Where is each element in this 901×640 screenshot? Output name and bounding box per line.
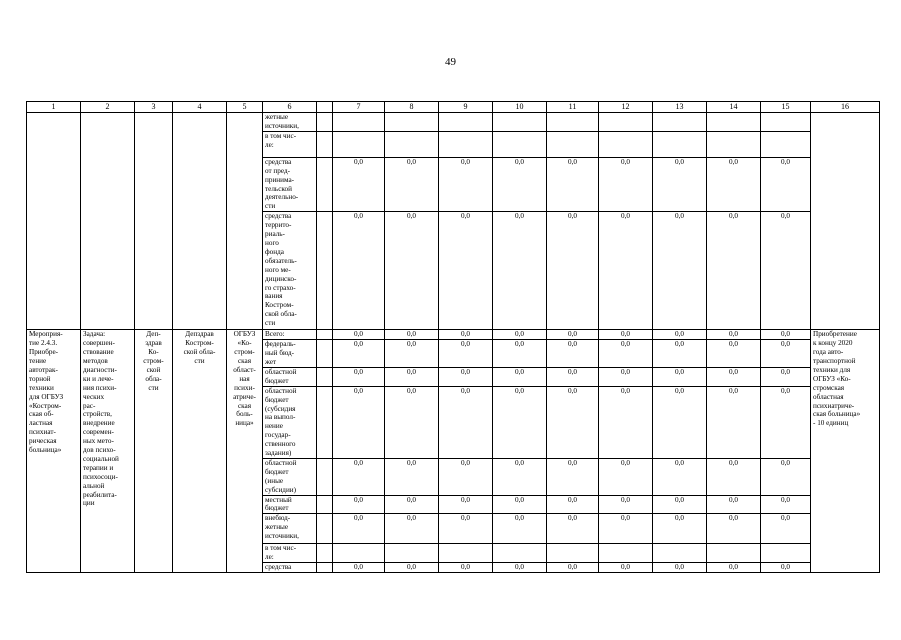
spacer-cell — [317, 340, 333, 368]
value-cell: 0,0 — [653, 367, 707, 386]
value-cell: 0,0 — [761, 495, 811, 514]
empty-cell — [81, 113, 135, 330]
value-cell — [653, 544, 707, 563]
value-cell: 0,0 — [333, 157, 385, 211]
value-cell: 0,0 — [653, 340, 707, 368]
value-cell: 0,0 — [333, 495, 385, 514]
spacer-cell — [317, 113, 333, 132]
page-number: 49 — [445, 56, 456, 68]
value-cell: 0,0 — [599, 495, 653, 514]
spacer-cell — [317, 330, 333, 340]
header-cell: 2 — [81, 102, 135, 113]
header-cell: 10 — [493, 102, 547, 113]
value-cell: 0,0 — [385, 212, 439, 330]
value-cell: 0,0 — [761, 458, 811, 495]
source-label: средства — [263, 563, 317, 573]
source-label: областной бюджет (иные субсидии) — [263, 458, 317, 495]
value-cell — [761, 113, 811, 132]
value-cell: 0,0 — [439, 340, 493, 368]
source-label: жетные источники, — [263, 113, 317, 132]
source-label: Всего: — [263, 330, 317, 340]
header-cell: 1 — [27, 102, 81, 113]
value-cell: 0,0 — [761, 157, 811, 211]
table-row — [27, 330, 880, 340]
value-cell: 0,0 — [599, 157, 653, 211]
value-cell: 0,0 — [707, 340, 761, 368]
header-row — [27, 102, 880, 113]
value-cell: 0,0 — [385, 458, 439, 495]
value-cell: 0,0 — [439, 458, 493, 495]
value-cell: 0,0 — [385, 563, 439, 573]
spacer-cell — [317, 386, 333, 458]
spacer-cell — [317, 514, 333, 544]
value-cell: 0,0 — [333, 514, 385, 544]
value-cell: 0,0 — [385, 340, 439, 368]
value-cell — [439, 113, 493, 132]
value-cell: 0,0 — [547, 386, 599, 458]
spacer-cell — [317, 544, 333, 563]
value-cell: 0,0 — [599, 340, 653, 368]
value-cell: 0,0 — [707, 458, 761, 495]
value-cell — [599, 113, 653, 132]
source-label: областной бюджет — [263, 367, 317, 386]
header-cell: 12 — [599, 102, 653, 113]
value-cell — [493, 131, 547, 157]
value-cell — [385, 544, 439, 563]
value-cell: 0,0 — [439, 495, 493, 514]
value-cell — [439, 544, 493, 563]
value-cell: 0,0 — [707, 495, 761, 514]
value-cell — [547, 113, 599, 132]
executor: Депздрав Костром- ской обла- сти — [173, 330, 227, 573]
value-cell — [385, 113, 439, 132]
header-cell: 7 — [333, 102, 385, 113]
value-cell: 0,0 — [439, 386, 493, 458]
value-cell: 0,0 — [653, 330, 707, 340]
value-cell: 0,0 — [761, 386, 811, 458]
value-cell: 0,0 — [439, 330, 493, 340]
value-cell: 0,0 — [439, 514, 493, 544]
value-cell — [761, 131, 811, 157]
value-cell: 0,0 — [493, 514, 547, 544]
value-cell: 0,0 — [761, 367, 811, 386]
value-cell: 0,0 — [493, 458, 547, 495]
spacer-cell — [317, 131, 333, 157]
value-cell: 0,0 — [493, 563, 547, 573]
value-cell: 0,0 — [599, 367, 653, 386]
value-cell: 0,0 — [547, 367, 599, 386]
value-cell — [333, 544, 385, 563]
source-label: средства от пред- принима- тельской деятельно- сти — [263, 157, 317, 211]
budget-table — [26, 101, 880, 573]
value-cell: 0,0 — [385, 495, 439, 514]
value-cell: 0,0 — [547, 514, 599, 544]
value-cell: 0,0 — [653, 157, 707, 211]
value-cell — [547, 544, 599, 563]
header-cell: 9 — [439, 102, 493, 113]
value-cell: 0,0 — [333, 340, 385, 368]
value-cell — [707, 544, 761, 563]
value-cell: 0,0 — [599, 212, 653, 330]
value-cell: 0,0 — [547, 458, 599, 495]
expected-result: Приобретение к концу 2020 года авто- транспортной техники для ОГБУЗ «Ко- стромская областная психиатриче- ская больница» - 10 единиц — [811, 330, 880, 573]
spacer-cell — [317, 157, 333, 211]
source-label: в том чис- ле: — [263, 131, 317, 157]
value-cell — [385, 131, 439, 157]
source-label: средства террито- риаль- ного фонда обязатель- ного ме- дицинско- го страхо- вания Костром- ской обла- сти — [263, 212, 317, 330]
value-cell: 0,0 — [333, 386, 385, 458]
value-cell: 0,0 — [599, 514, 653, 544]
value-cell: 0,0 — [653, 458, 707, 495]
value-cell — [333, 113, 385, 132]
header-cell: 3 — [135, 102, 173, 113]
spacer-cell — [317, 458, 333, 495]
source-label: внебюд- жетные источники, — [263, 514, 317, 544]
value-cell: 0,0 — [493, 340, 547, 368]
header-cell: 4 — [173, 102, 227, 113]
value-cell: 0,0 — [599, 563, 653, 573]
value-cell — [493, 113, 547, 132]
value-cell: 0,0 — [333, 212, 385, 330]
value-cell: 0,0 — [653, 212, 707, 330]
value-cell — [707, 113, 761, 132]
value-cell: 0,0 — [493, 157, 547, 211]
source-label: федераль- ный бюд- жет — [263, 340, 317, 368]
value-cell: 0,0 — [493, 367, 547, 386]
participant: ОГБУЗ «Ко- стром- ская област- ная психи- атриче- ская боль- ница» — [227, 330, 263, 573]
spacer-cell — [317, 495, 333, 514]
value-cell: 0,0 — [707, 514, 761, 544]
value-cell: 0,0 — [547, 495, 599, 514]
value-cell: 0,0 — [707, 157, 761, 211]
value-cell: 0,0 — [599, 458, 653, 495]
value-cell: 0,0 — [653, 563, 707, 573]
value-cell — [333, 131, 385, 157]
value-cell: 0,0 — [761, 563, 811, 573]
value-cell: 0,0 — [547, 340, 599, 368]
source-label: областной бюджет (субсидия на выпол- нение государ- ственного задания) — [263, 386, 317, 458]
value-cell: 0,0 — [761, 340, 811, 368]
value-cell: 0,0 — [493, 386, 547, 458]
value-cell: 0,0 — [761, 514, 811, 544]
value-cell — [599, 131, 653, 157]
empty-cell — [135, 113, 173, 330]
value-cell: 0,0 — [599, 330, 653, 340]
empty-cell — [811, 113, 880, 330]
header-cell: 15 — [761, 102, 811, 113]
value-cell — [707, 131, 761, 157]
value-cell: 0,0 — [333, 458, 385, 495]
value-cell: 0,0 — [385, 330, 439, 340]
value-cell — [599, 544, 653, 563]
source-label: местный бюджет — [263, 495, 317, 514]
task-description: Задача: совершен- ствование методов диагности- ки и лече- ния психи- ческих рас- стройств, внедрение современ- ных мето- дов психо- социальной терапии и психосоци- альной реабилита- ции — [81, 330, 135, 573]
header-cell: 6 — [263, 102, 317, 113]
value-cell: 0,0 — [439, 212, 493, 330]
value-cell: 0,0 — [493, 495, 547, 514]
value-cell: 0,0 — [707, 330, 761, 340]
spacer-cell — [317, 563, 333, 573]
source-label: в том чис- ле: — [263, 544, 317, 563]
value-cell — [653, 131, 707, 157]
value-cell: 0,0 — [761, 330, 811, 340]
header-cell: 8 — [385, 102, 439, 113]
value-cell: 0,0 — [439, 157, 493, 211]
value-cell: 0,0 — [547, 157, 599, 211]
empty-cell — [227, 113, 263, 330]
value-cell: 0,0 — [653, 386, 707, 458]
header-cell: 13 — [653, 102, 707, 113]
value-cell: 0,0 — [599, 386, 653, 458]
header-cell: 5 — [227, 102, 263, 113]
coordinator: Деп- здрав Ко- стром- ской обла- сти — [135, 330, 173, 573]
value-cell: 0,0 — [385, 514, 439, 544]
value-cell: 0,0 — [707, 367, 761, 386]
value-cell: 0,0 — [385, 157, 439, 211]
table-row — [27, 113, 880, 132]
activity-title: Мероприя- тие 2.4.3. Приобре- тение автотрак- торной техники для ОГБУЗ «Костром- ская об- ластная психиат- рическая больница» — [27, 330, 81, 573]
value-cell: 0,0 — [385, 386, 439, 458]
header-cell: 14 — [707, 102, 761, 113]
value-cell: 0,0 — [439, 563, 493, 573]
value-cell: 0,0 — [493, 330, 547, 340]
value-cell: 0,0 — [547, 212, 599, 330]
value-cell: 0,0 — [761, 212, 811, 330]
value-cell: 0,0 — [707, 386, 761, 458]
spacer-cell — [317, 367, 333, 386]
value-cell: 0,0 — [333, 563, 385, 573]
value-cell: 0,0 — [707, 212, 761, 330]
header-cell — [317, 102, 333, 113]
header-cell: 16 — [811, 102, 880, 113]
header-cell: 11 — [547, 102, 599, 113]
value-cell: 0,0 — [333, 367, 385, 386]
value-cell: 0,0 — [493, 212, 547, 330]
empty-cell — [27, 113, 81, 330]
value-cell — [439, 131, 493, 157]
spacer-cell — [317, 212, 333, 330]
value-cell: 0,0 — [385, 367, 439, 386]
value-cell: 0,0 — [653, 495, 707, 514]
value-cell: 0,0 — [547, 330, 599, 340]
value-cell: 0,0 — [707, 563, 761, 573]
value-cell: 0,0 — [439, 367, 493, 386]
value-cell: 0,0 — [333, 330, 385, 340]
value-cell — [547, 131, 599, 157]
value-cell — [493, 544, 547, 563]
value-cell — [653, 113, 707, 132]
value-cell: 0,0 — [653, 514, 707, 544]
value-cell: 0,0 — [547, 563, 599, 573]
empty-cell — [173, 113, 227, 330]
value-cell — [761, 544, 811, 563]
